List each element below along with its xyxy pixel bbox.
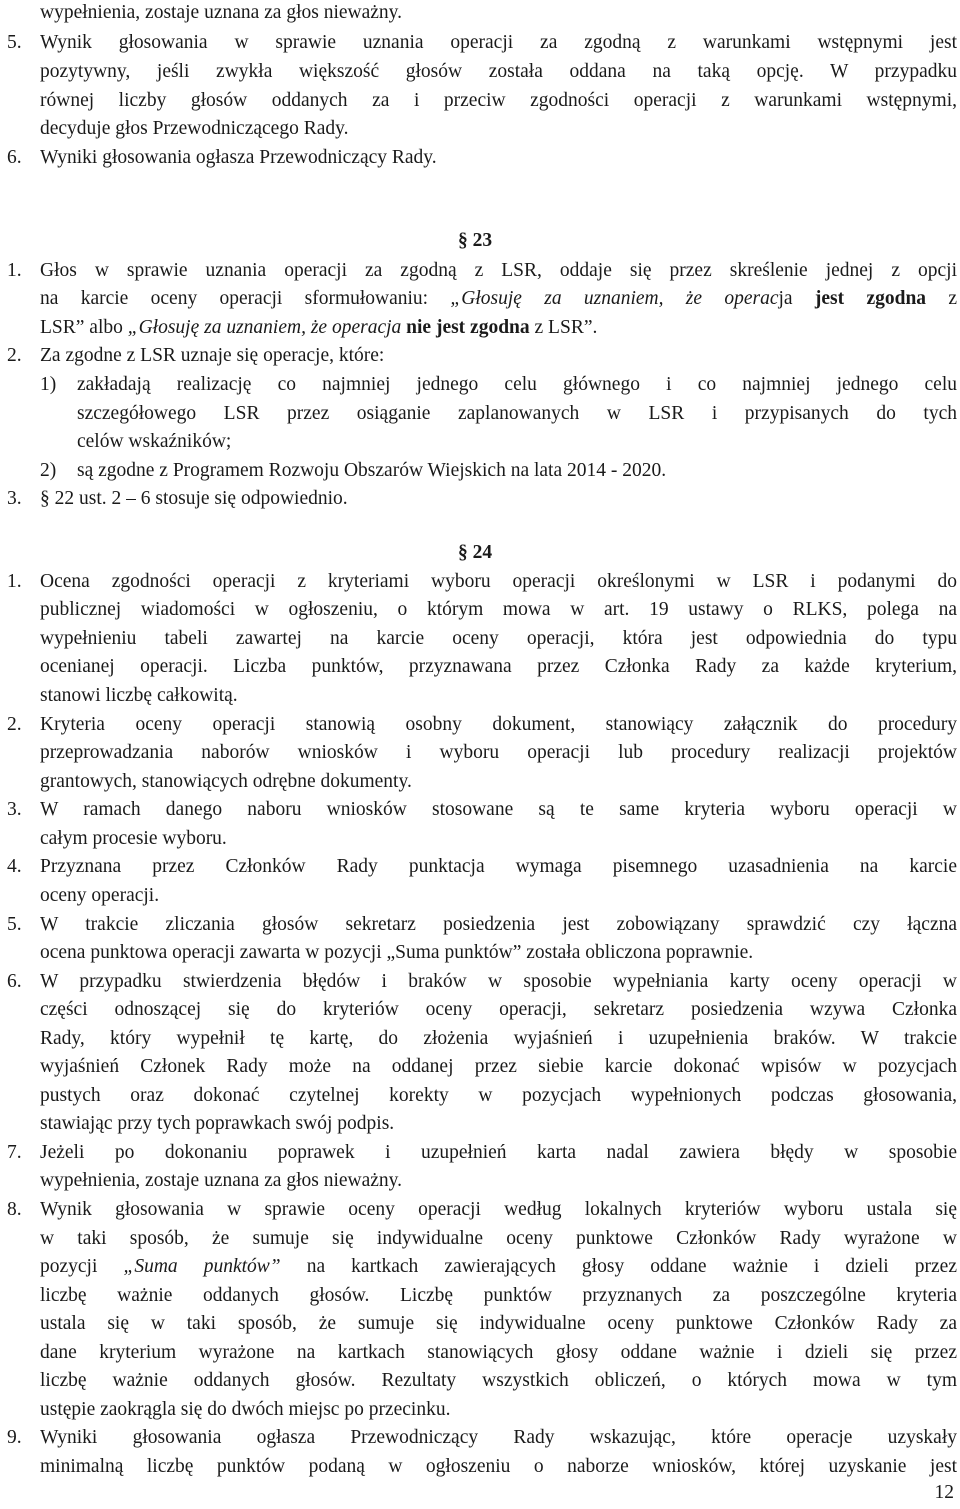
paragraph-line: ustępie zaokrągla się do dwóch miejsc po przecinku. — [40, 1399, 451, 1420]
paragraph-line: Wynik głosowania w sprawie uznania operacji za zgodną z warunkami wstępnymi jest — [40, 32, 957, 53]
paragraph-line: publicznej wiadomości w ogłoszeniu, o którym mowa w art. 19 ustawy o RLKS, polega na — [40, 599, 957, 620]
paragraph-line: Wyniki głosowania ogłasza Przewodniczący Rady. — [40, 147, 437, 168]
paragraph-line: części odnoszącej się do kryteriów oceny operacji, sekretarz posiedzenia wzywa Członka — [40, 999, 957, 1020]
text-run: pozycji — [40, 1256, 124, 1277]
paragraph-line: oceny operacji. — [40, 885, 160, 906]
item-number: 3. — [7, 488, 22, 509]
text-run: na kartkach zawierających głosy oddane ważnie i dzieli przez — [280, 1256, 957, 1277]
text-run: z LSR”. — [529, 317, 598, 338]
paragraph-line: pustych oraz dokonać czytelnej korekty w pozycjach wypełnionych podczas głosowania, — [40, 1085, 957, 1106]
paragraph-line: wyjaśnień Członek Rady może na oddanej przez siebie karcie dokonać wpisów w pozycjach — [40, 1056, 957, 1077]
italic-run: „Głosuję za uznaniem, że operacja — [127, 317, 402, 338]
item-number: 6. — [7, 147, 22, 168]
paragraph-line: Wynik głosowania w sprawie oceny operacji według lokalnych kryteriów wyboru ustala się — [40, 1199, 957, 1220]
paragraph-line: ustala się w taki sposób, że sumuje się indywidualne oceny punktowe Członków Rady za — [40, 1313, 957, 1334]
paragraph-line: W trakcie zliczania głosów sekretarz posiedzenia jest zobowiązany sprawdzić czy łączna — [40, 914, 957, 935]
paragraph-line — [40, 1252, 957, 1282]
paragraph-line: Jeżeli po dokonaniu poprawek i uzupełnień karta nadal zawiera błędy w sposobie — [40, 1142, 957, 1163]
paragraph-line: pozytywny, jeśli zwykła większość głosów została oddana na taką opcję. W przypadku — [40, 61, 957, 82]
paragraph-line — [40, 284, 957, 314]
paragraph-line: wypełnienia, zostaje uznana za głos nieważny. — [40, 1170, 403, 1191]
paragraph-line: celów wskaźników; — [77, 431, 232, 452]
paragraph-line: stawiając przy tych poprawkach swój podpis. — [40, 1113, 395, 1134]
paragraph-line: ocena punktowa operacji zawarta w pozycji „Suma punktów” została obliczona poprawnie. — [40, 942, 754, 963]
paragraph-line: Kryteria oceny operacji stanowią osobny dokument, stanowiący załącznik do procedury — [40, 714, 957, 735]
paragraph-line: zakładają realizację co najmniej jednego celu głównego i co najmniej jednego celu — [77, 374, 957, 395]
paragraph-line: Ocena zgodności operacji z kryteriami wyboru operacji określonymi w LSR i podanymi do — [40, 571, 957, 592]
paragraph-line: W ramach danego naboru wniosków stosowane są te same kryteria wyboru operacji w — [40, 799, 957, 820]
item-number: 5. — [7, 914, 22, 935]
paragraph-line: są zgodne z Programem Rozwoju Obszarów Wiejskich na lata 2014 - 2020. — [77, 460, 667, 481]
paragraph-line: przeprowadzania naborów wniosków i wyboru operacji lub procedury realizacji projektów — [40, 742, 957, 763]
paragraph-line: minimalną liczbę punktów podaną w ogłoszeniu o naborze wniosków, której uzyskanie jest — [40, 1456, 957, 1477]
text-run: na karcie oceny operacji sformułowaniu: — [40, 288, 451, 309]
item-number: 7. — [7, 1142, 22, 1163]
item-number: 8. — [7, 1199, 22, 1220]
section-heading: § 23 — [458, 230, 493, 251]
paragraph-line: W przypadku stwierdzenia błędów i braków w sposobie wypełniania karty oceny operacji w — [40, 971, 957, 992]
paragraph-line: szczegółowego LSR przez osiąganie zaplanowanych w LSR i przypisanych do tych — [77, 403, 957, 424]
paragraph-line — [40, 313, 957, 343]
item-number: 5. — [7, 32, 22, 53]
text-run: z — [926, 288, 958, 309]
item-number: 2. — [7, 345, 22, 366]
italic-run: „Suma punktów” — [123, 1256, 281, 1277]
paragraph-line: Wyniki głosowania ogłasza Przewodniczący Rady wskazując, które operacje uzyskały — [40, 1427, 957, 1448]
italic-run: „Głosuję za uznaniem, że operac — [450, 288, 779, 309]
item-number: 1. — [7, 571, 22, 592]
paragraph-line: stanowi liczbę całkowitą. — [40, 685, 238, 706]
paragraph-line: liczbę ważnie oddanych głosów. Rezultaty wszystkich obliczeń, o których mowa w tym — [40, 1370, 957, 1391]
paragraph-line: równej liczby głosów oddanych za i przeciw zgodności operacji z warunkami wstępnymi, — [40, 90, 957, 111]
text-run: LSR” albo — [40, 317, 128, 338]
paragraph-line: Za zgodne z LSR uznaje się operacje, które: — [40, 345, 385, 366]
paragraph-line: decyduje głos Przewodniczącego Rady. — [40, 118, 349, 139]
item-number: 4. — [7, 856, 22, 877]
paragraph-line: w taki sposób, że sumuje się indywidualne oceny punktowe Członków Rady wyrażone w — [40, 1228, 957, 1249]
paragraph-line: całym procesie wyboru. — [40, 828, 227, 849]
page-number: 12 — [934, 1482, 954, 1503]
item-number: 3. — [7, 799, 22, 820]
subitem-number: 2) — [40, 460, 57, 481]
paragraph-line: wypełnieniu tabeli zawartej na karcie oceny operacji, która jest odpowiednia do typu — [40, 628, 957, 649]
paragraph-line: dane kryterium wyrażone na kartkach stanowiących głosy oddane ważnie i dzieli się przez — [40, 1342, 957, 1363]
subitem-number: 1) — [40, 374, 57, 395]
section-heading: § 24 — [458, 542, 493, 563]
paragraph-line: wypełnienia, zostaje uznana za głos nieważny. — [40, 2, 403, 23]
paragraph-line: grantowych, stanowiących odrębne dokumenty. — [40, 771, 412, 792]
paragraph-line: Przyznana przez Członków Rady punktacja wymaga pisemnego uzasadnienia na karcie — [40, 856, 957, 877]
paragraph-line: § 22 ust. 2 – 6 stosuje się odpowiednio. — [40, 488, 348, 509]
item-number: 6. — [7, 971, 22, 992]
item-number: 2. — [7, 714, 22, 735]
bold-run: nie jest zgodna — [406, 317, 530, 338]
paragraph-line: ocenianej operacji. Liczba punktów, przyznawana przez Członka Rady za każde kryterium, — [40, 656, 957, 677]
text-run: ja — [778, 288, 815, 309]
paragraph-line: Głos w sprawie uznania operacji za zgodną z LSR, oddaje się przez skreślenie jednej z opcji — [40, 260, 957, 281]
paragraph-line: liczbę ważnie oddanych głosów. Liczbę punktów przyznanych za poszczególne kryteria — [40, 1285, 957, 1306]
item-number: 1. — [7, 260, 22, 281]
bold-run: jest zgodna — [814, 288, 927, 309]
paragraph-line: Rady, który wypełnił tę kartę, do złożenia wyjaśnień i uzupełnienia braków. W trakcie — [40, 1028, 957, 1049]
item-number: 9. — [7, 1427, 22, 1448]
